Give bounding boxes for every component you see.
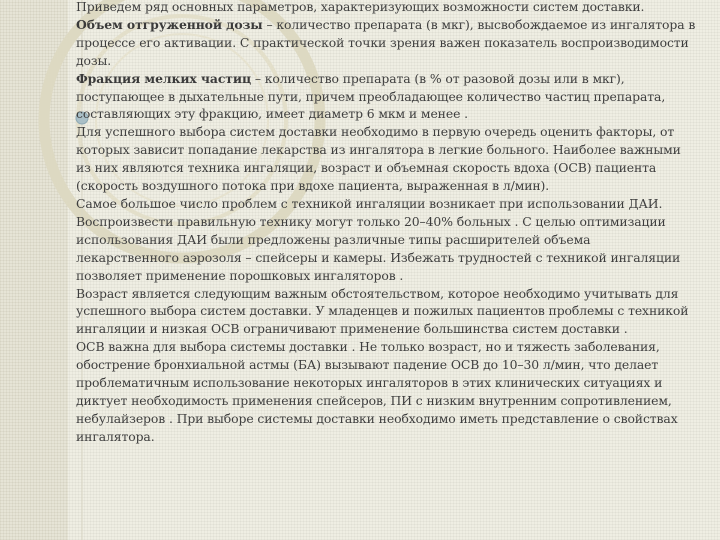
paragraph-age-text: Возраст является следующим важным обстоятельством, которое необходимо учитывать для успешного выбора систем доставки. У младенцев и пожилых пациентов проблемы с техникой ингаляции и низкая ОСВ ограничивают применение большинства систем доставки . — [76, 285, 689, 337]
slide-body-text — [76, 0, 696, 446]
paragraph-dose-volume — [76, 16, 696, 70]
paragraph-age — [76, 285, 696, 339]
paragraph-inhalation-technique-text: Самое большое число проблем с техникой ингаляции возникает при использовании ДАИ. Воспроизвести правильную технику могут только 20–40% больных . С целью оптимизации использования ДАИ были предложены различные типы расширителей объема лекарственного аэрозоля – спейсеры и камеры. Избежать трудностей с техникой ингаляции позволяет применение порошковых ингаляторов . — [76, 195, 681, 283]
paragraph-intro — [76, 0, 696, 16]
paragraph-dose-volume-text: – количество препарата (в мкг), высвобождаемое из ингалятора в процессе его активации. С практической точки зрения важен показатель воспроизводимости дозы. — [76, 16, 696, 68]
term-dose-volume: Объем отгруженной дозы — [76, 16, 263, 32]
paragraph-selection-factors-text: Для успешного выбора систем доставки необходимо в первую очередь оценить факторы, от которых зависит попадание лекарства из ингалятора в легкие больного. Наиболее важными из них являются техника ингаляции, возраст и объемная скорость вдоха (ОСВ) пациента (скорость воздушного потока при вдохе пациента, выраженная в л/мин). — [76, 124, 681, 194]
term-fine-fraction: Фракция мелких частиц — [76, 70, 251, 86]
paragraph-inspiratory-flow — [76, 338, 696, 445]
paragraph-inspiratory-flow-text: ОСВ важна для выбора системы доставки . Не только возраст, но и тяжесть заболевания, обострение бронхиальной астмы (БА) вызывают падение ОСВ до 10–30 л/мин, что делает проблематичным использование некоторых ингаляторов в этих клинических ситуациях и диктует необходимость применения спейсеров, ПИ с низким внутренним сопротивлением, небулайзеров . При выборе системы доставки необходимо иметь представление о свойствах ингалятора. — [76, 339, 678, 444]
paragraph-fine-fraction — [76, 70, 696, 124]
paragraph-selection-factors — [76, 123, 696, 195]
paragraph-fine-fraction-text: – количество препарата (в % от разовой дозы или в мкг), поступающее в дыхательные пути, причем преобладающее количество частиц препарата, составляющих эту фракцию, имеет диаметр 6 мкм и менее . — [76, 70, 666, 122]
paragraph-intro-text: Приведем ряд основных параметров, характеризующих возможности систем доставки. — [76, 0, 645, 14]
paragraph-inhalation-technique — [76, 195, 696, 285]
